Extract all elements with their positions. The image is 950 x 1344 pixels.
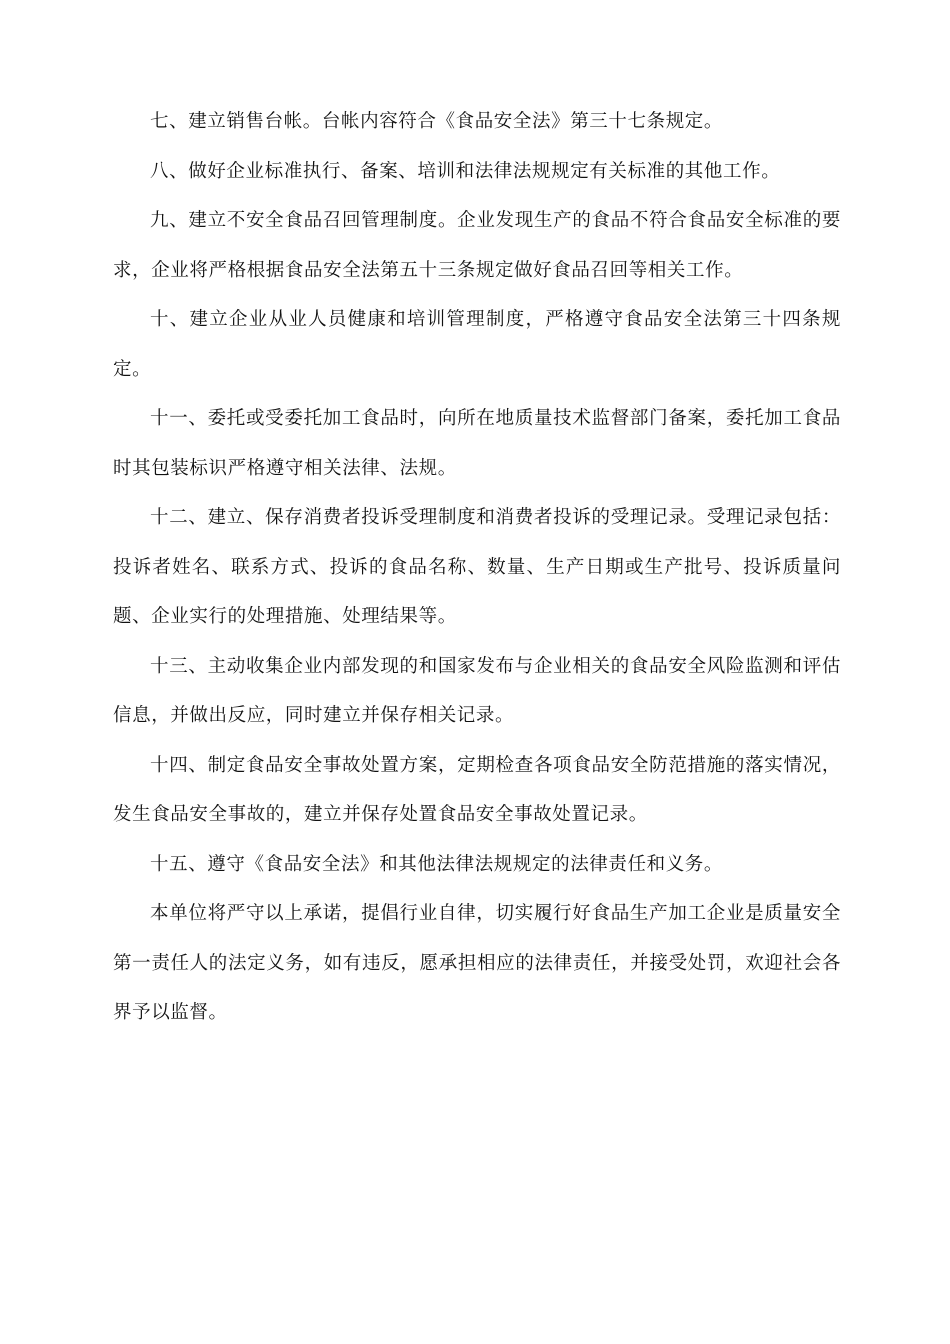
paragraph-12: 十二、建立、保存消费者投诉受理制度和消费者投诉的受理记录。受理记录包括：投诉者姓名、联系方式、投诉的食品名称、数量、生产日期或生产批号、投诉质量问题、企业实行的处理措施、处理结果等。	[113, 507, 841, 627]
paragraph-8: 八、做好企业标准执行、备案、培训和法律法规规定有关标准的其他工作。	[150, 160, 781, 182]
paragraph-7: 七、建立销售台帐。台帐内容符合《食品安全法》第三十七条规定。	[150, 111, 724, 132]
paragraph-10: 十、建立企业从业人员健康和培训管理制度，严格遵守食品安全法第三十四条规定。	[113, 309, 841, 380]
paragraph-9: 九、建立不安全食品召回管理制度。企业发现生产的食品不符合食品安全标准的要求，企业将严格根据食品安全法第五十三条规定做好食品召回等相关工作。	[113, 210, 841, 281]
closing-statement: 本单位将严守以上承诺，提倡行业自律，切实履行好食品生产加工企业是质量安全第一责任人的法定义务，如有违反，愿承担相应的法律责任，并接受处罚，欢迎社会各界予以监督。	[113, 903, 841, 1023]
paragraph-11: 十一、委托或受委托加工食品时，向所在地质量技术监督部门备案，委托加工食品时其包装标识严格遵守相关法律、法规。	[113, 408, 841, 479]
paragraph-14: 十四、制定食品安全事故处置方案，定期检查各项食品安全防范措施的落实情况，发生食品安全事故的，建立并保存处置食品安全事故处置记录。	[113, 754, 841, 825]
paragraph-15: 十五、遵守《食品安全法》和其他法律法规规定的法律责任和义务。	[150, 853, 724, 875]
paragraph-13: 十三、主动收集企业内部发现的和国家发布与企业相关的食品安全风险监测和评估信息，并做出反应，同时建立并保存相关记录。	[113, 655, 841, 726]
document-body	[113, 97, 841, 1038]
